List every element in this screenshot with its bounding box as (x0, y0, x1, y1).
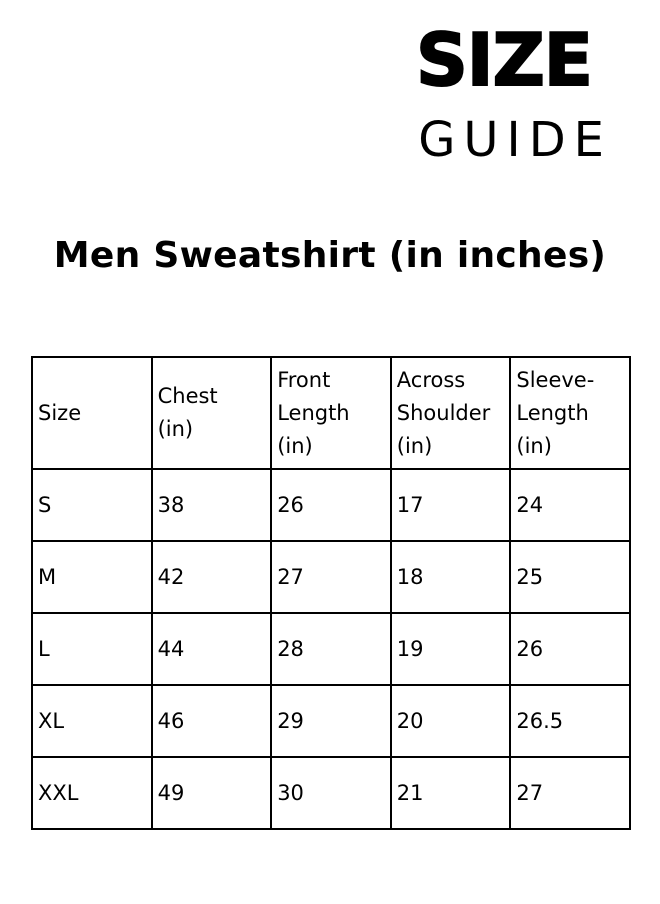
header-sleeve-length: Sleeve- Length (in) (510, 357, 630, 469)
guide-heading: GUIDE (418, 112, 612, 168)
cell-size: S (32, 469, 152, 541)
cell-across-shoulder: 21 (391, 757, 511, 829)
header-chest: Chest (in) (152, 357, 272, 469)
size-heading: SIZE (415, 18, 592, 102)
cell-across-shoulder: 19 (391, 613, 511, 685)
table-row (32, 685, 630, 757)
cell-sleeve-length: 27 (510, 757, 630, 829)
cell-size: XL (32, 685, 152, 757)
header-across-shoulder: Across Shoulder (in) (391, 357, 511, 469)
table-row (32, 757, 630, 829)
cell-chest: 49 (152, 757, 272, 829)
cell-across-shoulder: 18 (391, 541, 511, 613)
cell-front-length: 29 (271, 685, 391, 757)
cell-size: XXL (32, 757, 152, 829)
cell-chest: 44 (152, 613, 272, 685)
document-title: Men Sweatshirt (in inches) (53, 235, 607, 276)
cell-chest: 46 (152, 685, 272, 757)
table-row (32, 469, 630, 541)
table-row (32, 541, 630, 613)
header-front-length: Front Length (in) (271, 357, 391, 469)
cell-across-shoulder: 17 (391, 469, 511, 541)
cell-chest: 38 (152, 469, 272, 541)
cell-front-length: 28 (271, 613, 391, 685)
table-header-row (32, 357, 630, 469)
cell-sleeve-length: 24 (510, 469, 630, 541)
table-row (32, 613, 630, 685)
cell-across-shoulder: 20 (391, 685, 511, 757)
size-chart-table (31, 356, 631, 830)
cell-sleeve-length: 25 (510, 541, 630, 613)
cell-front-length: 26 (271, 469, 391, 541)
cell-size: M (32, 541, 152, 613)
header-size: Size (32, 357, 152, 469)
cell-sleeve-length: 26 (510, 613, 630, 685)
cell-front-length: 30 (271, 757, 391, 829)
cell-front-length: 27 (271, 541, 391, 613)
cell-size: L (32, 613, 152, 685)
cell-chest: 42 (152, 541, 272, 613)
cell-sleeve-length: 26.5 (510, 685, 630, 757)
